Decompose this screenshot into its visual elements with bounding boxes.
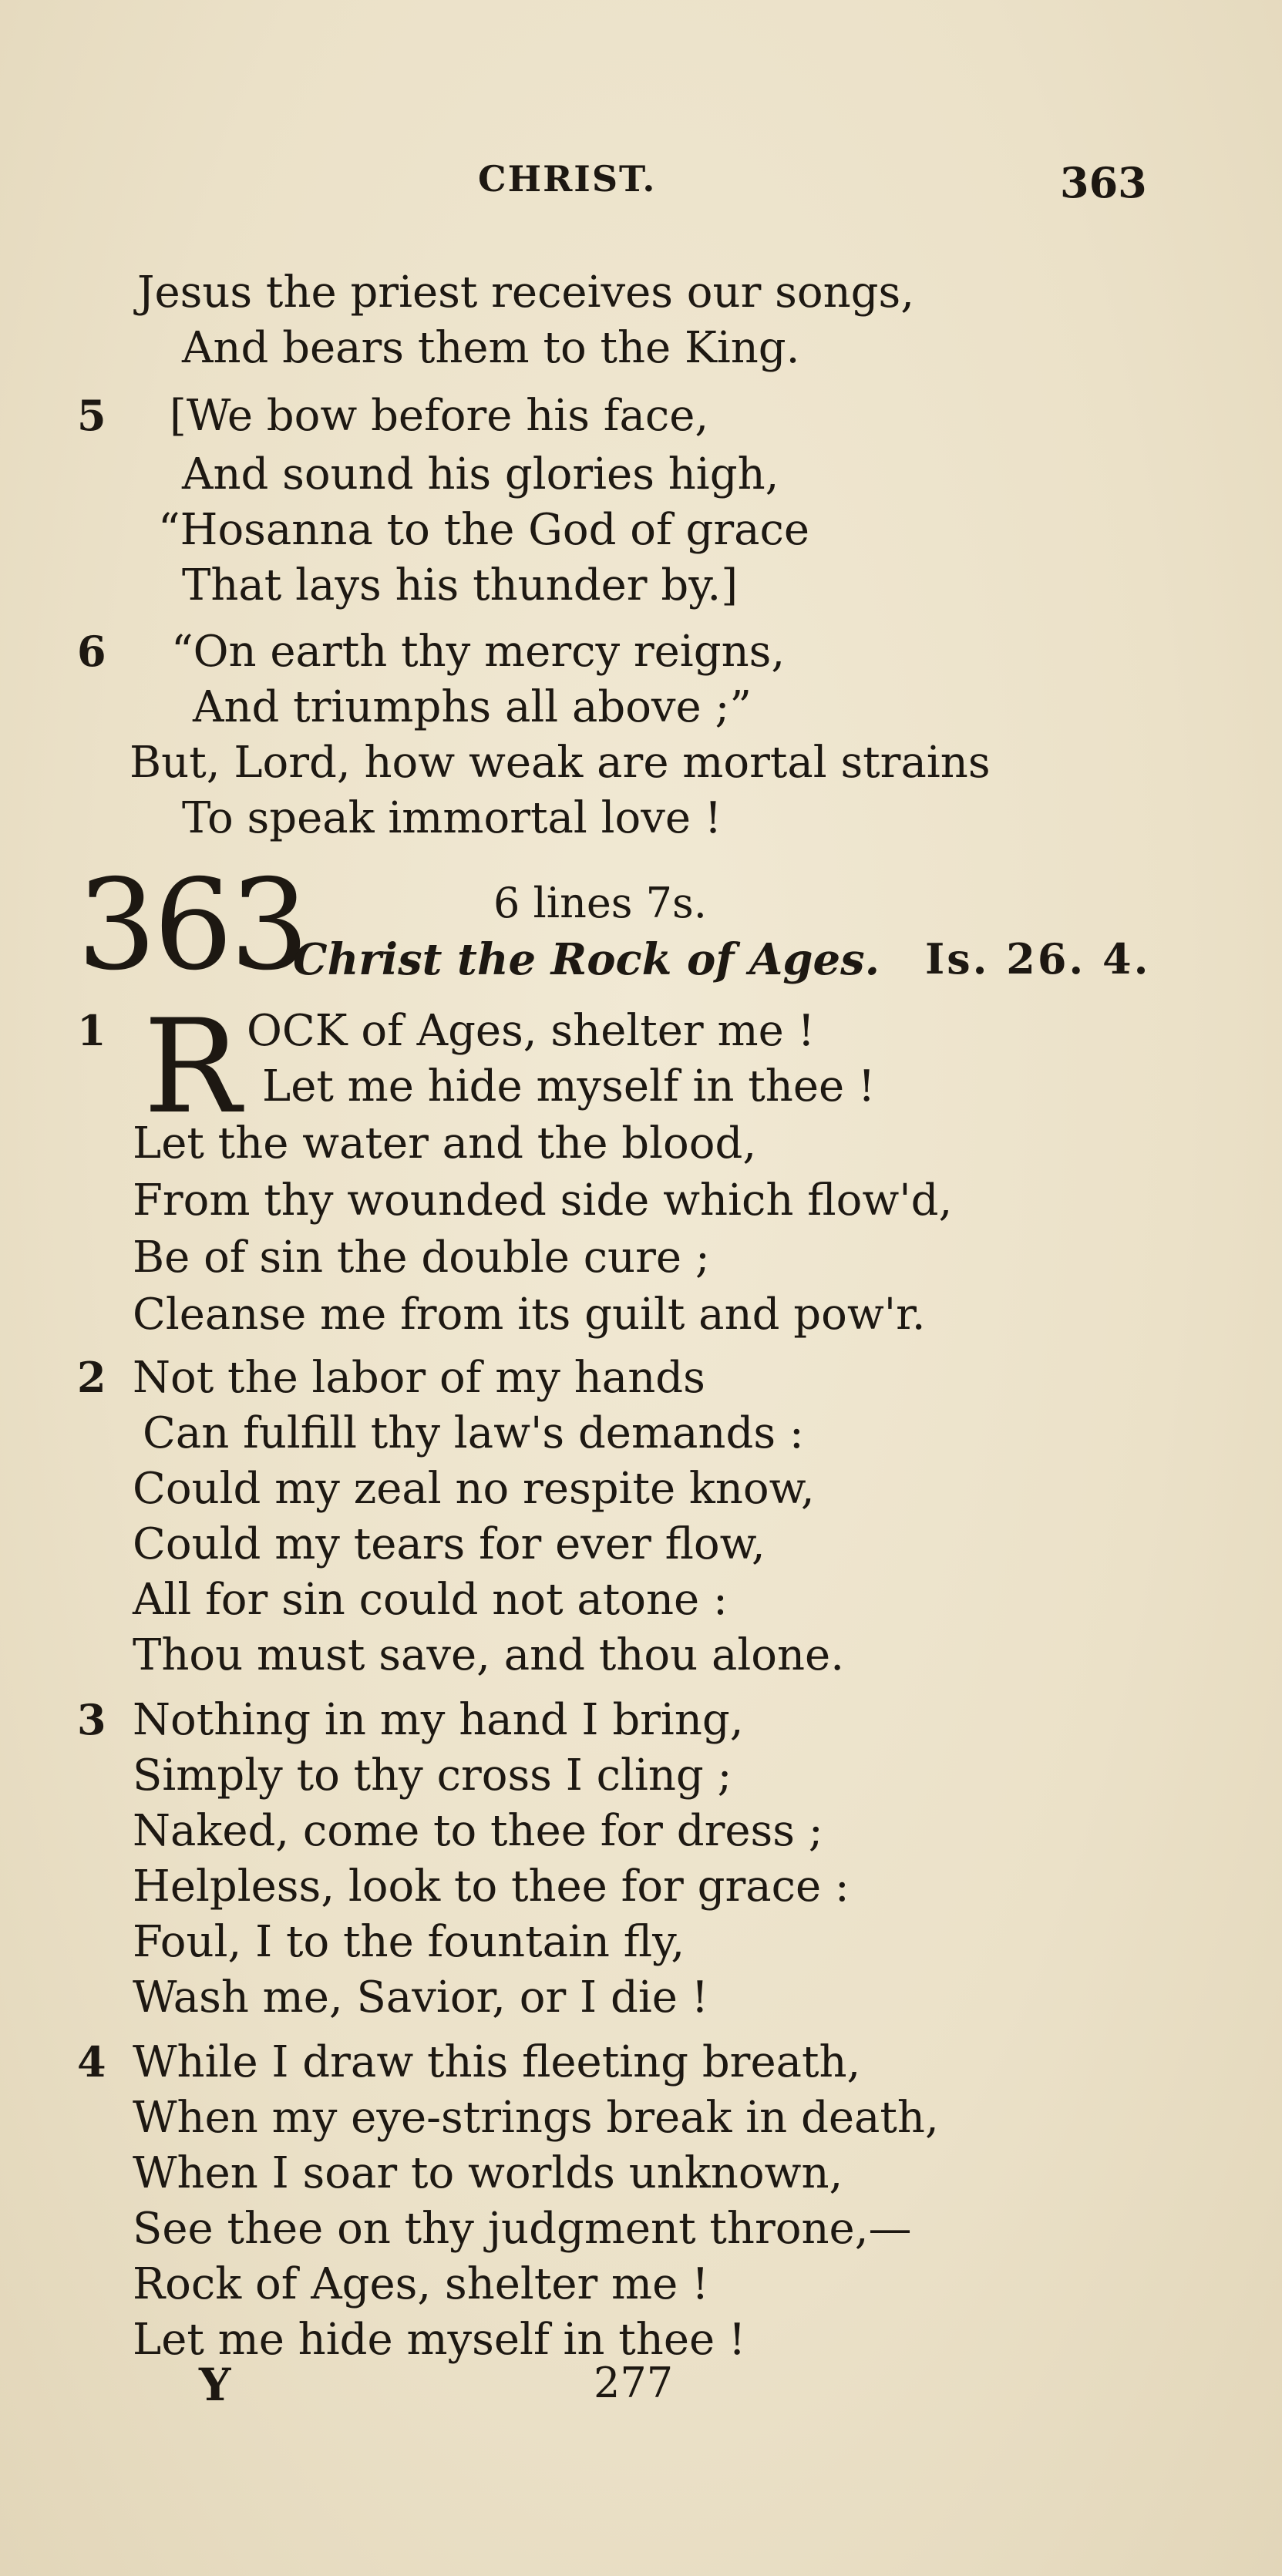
verse-line: When I soar to worlds unknown, [133, 2148, 843, 2198]
verse-line: From thy wounded side which flow'd, [133, 1175, 953, 1226]
hymn-heading [77, 853, 1218, 1002]
verse-line: Let me hide myself in thee ! [262, 1061, 876, 1111]
verse-line: Let me hide myself in thee ! [133, 2315, 746, 2365]
verse-line: Not the labor of my hands [133, 1353, 705, 1403]
signature-mark: Y [199, 2359, 231, 2411]
verse-number: 3 [77, 1695, 106, 1744]
verse-line: And sound his glories high, [182, 449, 779, 499]
verse-line: “On earth thy mercy reigns, [171, 627, 786, 677]
verse-line: “Hosanna to the God of grace [158, 505, 810, 555]
verse-line: Helpless, look to thee for grace : [133, 1861, 850, 1912]
verse-line: Wash me, Savior, or I die ! [133, 1972, 709, 2023]
verse-number: 1 [77, 1006, 106, 1055]
verse-line: When my eye-strings break in death, [133, 2093, 939, 2143]
page-number-top: 363 [1060, 158, 1147, 207]
verse-number: 2 [77, 1353, 106, 1402]
verse-line: That lays his thunder by.] [182, 560, 739, 610]
verse-line: Be of sin the double cure ; [133, 1233, 710, 1283]
verse-number: 6 [77, 627, 106, 676]
verse-line: Jesus the priest receives our songs, [137, 267, 915, 318]
verse-line: All for sin could not atone : [133, 1575, 728, 1625]
verse-line: Rock of Ages, shelter me ! [133, 2259, 709, 2309]
verse-line: And triumphs all above ;” [193, 682, 752, 732]
hymn-number: 363 [77, 853, 307, 998]
hymn-title: Christ the Rock of Ages. [293, 934, 880, 985]
verse-line: Naked, come to thee for dress ; [133, 1806, 823, 1856]
verse-line: But, Lord, how weak are mortal strains [130, 738, 991, 788]
page-header [0, 158, 1282, 220]
verse-line: See thee on thy judgment throne,— [133, 2204, 912, 2254]
verse-line: And bears them to the King. [182, 323, 800, 373]
verse-line: Could my zeal no respite know, [133, 1464, 815, 1514]
scripture-reference: Is. 26. 4. [925, 934, 1151, 984]
verse-line: Nothing in my hand I bring, [133, 1695, 744, 1745]
verse-line: Let the water and the blood, [133, 1118, 757, 1169]
hymn-meter: 6 lines 7s. [493, 879, 707, 927]
verse-line: Cleanse me from its guilt and pow'r. [133, 1290, 926, 1340]
running-head: CHRIST. [478, 158, 657, 200]
verse-line: Foul, I to the fountain fly, [133, 1917, 685, 1967]
verse-line: OCK of Ages, shelter me ! [247, 1006, 816, 1056]
verse-line: Could my tears for ever flow, [133, 1519, 765, 1569]
page-number-bottom: 277 [594, 2359, 674, 2407]
verse-number: 4 [77, 2037, 106, 2087]
verse-number: 5 [77, 391, 106, 440]
verse-line: While I draw this fleeting breath, [133, 2037, 861, 2087]
verse-line: Simply to thy cross I cling ; [133, 1750, 732, 1801]
verse-line: To speak immortal love ! [182, 793, 722, 843]
verse-line: [We bow before his face, [170, 391, 709, 441]
verse-line: Can fulfill thy law's demands : [143, 1408, 804, 1458]
drop-cap: R [143, 991, 241, 1142]
verse-line: Thou must save, and thou alone. [133, 1630, 844, 1680]
